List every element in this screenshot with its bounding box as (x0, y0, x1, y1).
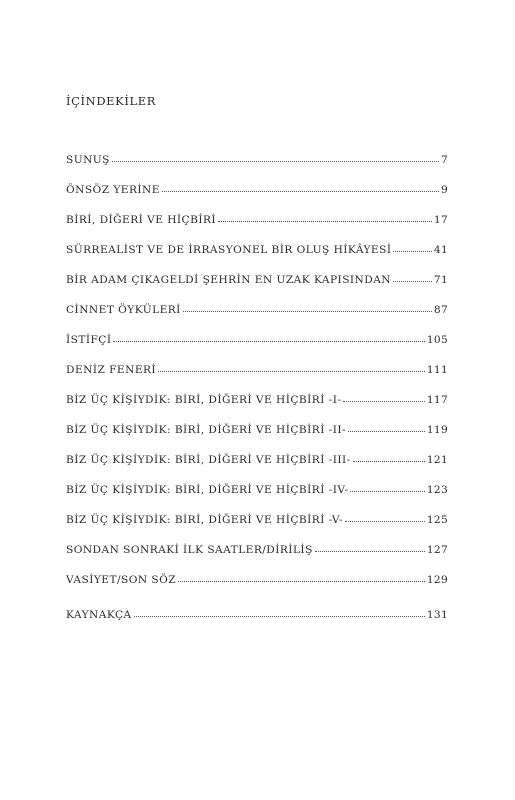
toc-entry[interactable] (66, 273, 448, 303)
toc-entry-label: BİR ADAM ÇIKAGELDİ ŞEHRİN EN UZAK KAPISINDAN (66, 274, 392, 286)
dot-leader (112, 161, 439, 162)
toc-entry-page: 41 (433, 244, 448, 256)
toc-entry-page: 121 (426, 454, 448, 466)
toc-entry[interactable] (66, 543, 448, 573)
toc-entry-page: 123 (426, 484, 448, 496)
toc-entry-page: 131 (426, 609, 448, 621)
dot-leader (393, 251, 431, 252)
toc-entry[interactable] (66, 423, 448, 453)
toc-entry-label: SONDAN SONRAKİ İLK SAATLER/DİRİLİŞ (66, 544, 313, 556)
toc-entry[interactable] (66, 483, 448, 513)
toc-entry-label: BİZ ÜÇ KİŞİYDİK: BİRİ, DİĞERİ VE HİÇBİRİ -V- (66, 514, 344, 526)
toc-entry[interactable] (66, 303, 448, 333)
toc-entry-label: İSTİFÇİ (66, 334, 112, 346)
toc-entry-label: KAYNAKÇA (66, 609, 132, 621)
dot-leader (134, 616, 425, 617)
toc-entry[interactable] (66, 183, 448, 213)
toc-entry-page: 105 (426, 334, 448, 346)
toc-entry-label: CİNNET ÖYKÜLERİ (66, 304, 181, 316)
toc-entry-page: 111 (426, 364, 448, 376)
toc-entry[interactable] (66, 333, 448, 363)
dot-leader (178, 581, 425, 582)
dot-leader (353, 461, 425, 462)
toc-entry-label: BİRİ, DİĞERİ VE HİÇBİRİ (66, 214, 217, 226)
toc-entry[interactable] (66, 573, 448, 603)
toc-entry-label: BİZ ÜÇ KİŞİYDİK: BİRİ, DİĞERİ VE HİÇBİRİ -II- (66, 424, 346, 436)
toc-entry-label: VASİYET/SON SÖZ (66, 574, 177, 586)
dot-leader (183, 311, 432, 312)
toc-entry-label: BİZ ÜÇ KİŞİYDİK: BİRİ, DİĞERİ VE HİÇBİRİ -IV- (66, 484, 349, 496)
toc-list (66, 153, 448, 638)
toc-entry-page: 87 (433, 304, 448, 316)
toc-entry-page: 9 (440, 184, 448, 196)
toc-entry-label: BİZ ÜÇ KİŞİYDİK: BİRİ, DİĞERİ VE HİÇBİRİ -I- (66, 394, 342, 406)
toc-entry-page: 125 (426, 514, 448, 526)
toc-entry[interactable] (66, 153, 448, 183)
toc-entry-label: DENİZ FENERİ (66, 364, 157, 376)
dot-leader (218, 221, 432, 222)
toc-entry-page: 129 (426, 574, 448, 586)
dot-leader (162, 191, 439, 192)
dot-leader (345, 521, 425, 522)
dot-leader (343, 401, 425, 402)
toc-entry-label: ÖNSÖZ YERİNE (66, 184, 160, 196)
toc-entry[interactable] (66, 453, 448, 483)
toc-entry[interactable] (66, 608, 448, 638)
dot-leader (315, 551, 425, 552)
toc-entry-page: 117 (426, 394, 448, 406)
dot-leader (348, 431, 425, 432)
toc-entry[interactable] (66, 213, 448, 243)
toc-entry-page: 71 (433, 274, 448, 286)
toc-entry[interactable] (66, 393, 448, 423)
toc-entry[interactable] (66, 363, 448, 393)
toc-entry-page: 7 (440, 154, 448, 166)
toc-entry-label: SUNUŞ (66, 154, 110, 166)
toc-entry-label: BİZ ÜÇ KİŞİYDİK: BİRİ, DİĞERİ VE HİÇBİRİ -III- (66, 454, 351, 466)
toc-entry[interactable] (66, 243, 448, 273)
toc-entry-label: SÜRREALİST VE DE İRRASYONEL BİR OLUŞ HİKÂYESİ (66, 244, 392, 256)
toc-entry[interactable] (66, 513, 448, 543)
dot-leader (158, 371, 425, 372)
toc-entry-page: 127 (426, 544, 448, 556)
dot-leader (113, 341, 424, 342)
toc-entry-page: 17 (433, 214, 448, 226)
toc-title: İÇİNDEKİLER (66, 94, 156, 108)
dot-leader (393, 281, 432, 282)
dot-leader (350, 491, 424, 492)
toc-entry-page: 119 (426, 424, 448, 436)
